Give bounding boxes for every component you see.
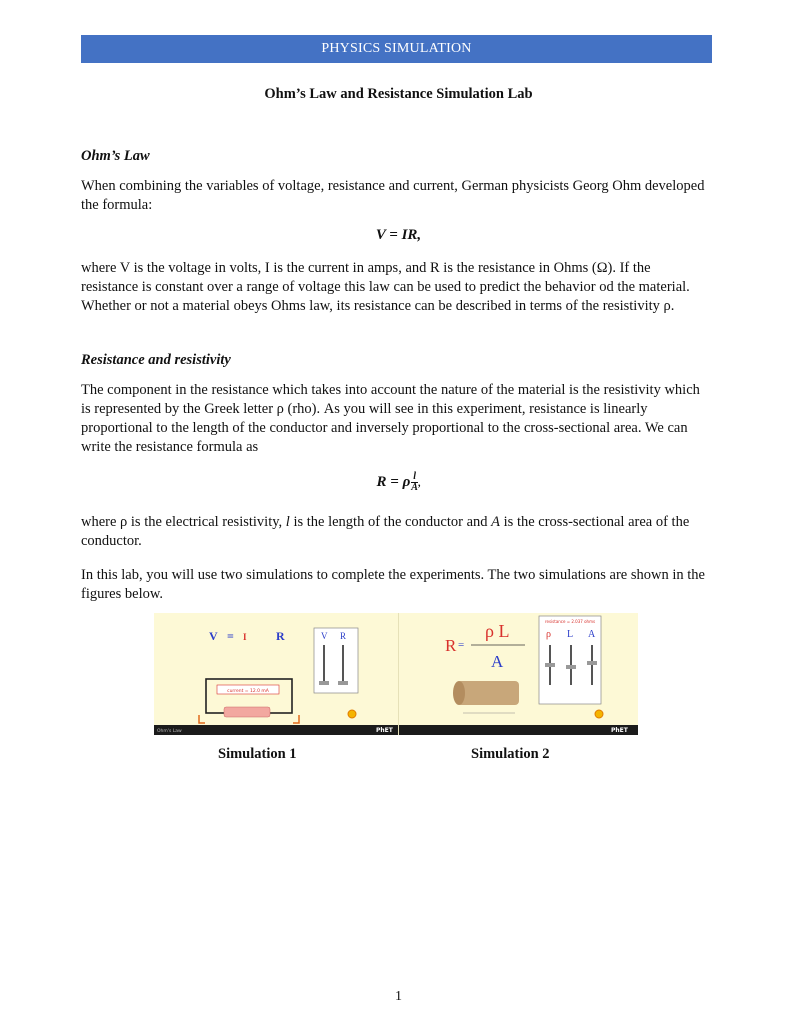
- sim2-eq-r: R: [445, 636, 457, 655]
- section-heading-ohms-law: Ohm’s Law: [81, 148, 150, 164]
- sim2-eq-equals: =: [458, 639, 465, 651]
- sim1-eq-equals: =: [227, 629, 234, 643]
- sim1-slider-v-track: [323, 645, 325, 685]
- sim2-slider-rho-thumb: [545, 663, 555, 667]
- sim2-reset-icon: [595, 710, 603, 718]
- resistivity-explanation-pre: where ρ is the electrical resistivity,: [81, 514, 286, 530]
- simulations-figure: [154, 613, 638, 735]
- sim1-eq-r: R: [276, 629, 285, 643]
- sim2-wire-end: [453, 681, 465, 705]
- sim1-footer-label: Ohm's Law: [157, 729, 182, 734]
- resistance-equation: [0, 472, 797, 493]
- length-symbol: l: [285, 514, 290, 530]
- simulation-2-image: [398, 613, 638, 735]
- sim1-current-readout: current = 12.0 mA: [227, 689, 269, 694]
- equation-comma: ,: [417, 477, 421, 489]
- sim1-slider-r-thumb: [338, 681, 348, 685]
- resistivity-explanation-mid: is the length of the conductor and: [289, 514, 492, 530]
- sim1-reset-icon: [348, 710, 356, 718]
- ohms-law-equation: [0, 227, 797, 244]
- sim1-eq-v: V: [209, 629, 218, 643]
- sim1-arrow-left: [199, 715, 205, 723]
- sim2-slider-a-thumb: [587, 661, 597, 665]
- sim2-wire-body: [457, 681, 519, 705]
- simulation-1-image: [154, 613, 398, 735]
- sim1-phet-logo: PhET: [376, 727, 393, 734]
- sim2-readout: resistance = 2.037 ohms: [544, 619, 596, 624]
- area-symbol: A: [491, 514, 501, 530]
- lab-intro: In this lab, you will use two simulations to complete the experiments. The two simulations are shown in the figures below.: [81, 567, 705, 602]
- sim1-arrow-right: [293, 715, 299, 723]
- sim2-slider-l-label: L: [567, 629, 574, 640]
- sim1-resistor: [224, 707, 270, 717]
- simulation-2-drawing: [399, 613, 638, 735]
- ohms-law-intro: When combining the variables of voltage, resistance and current, German physicists Georg Ohm developed the formula:: [81, 178, 705, 213]
- resistance-equation-lhs: R = ρ: [376, 473, 411, 490]
- caption-simulation-1: Simulation 1: [218, 746, 297, 762]
- page-number: 1: [395, 989, 402, 1004]
- sim2-phet-logo: PhET: [611, 727, 628, 734]
- resistivity-explanation-post: is the cross-sectional area of the conductor.: [81, 514, 690, 549]
- sim2-slider-l-thumb: [566, 665, 576, 669]
- ohms-law-explanation: where V is the voltage in volts, I is the current in amps, and R is the resistance in Ohms (Ω). If the resistance is constant over a range of voltage this law can be used to predict the behavior od the material. Whether or not a material obeys Ohms law, its resistance can be described in terms of the resistivity ρ.: [81, 260, 690, 314]
- sim2-slider-a-label: A: [588, 629, 596, 640]
- resistivity-explanation: [81, 513, 711, 551]
- caption-simulation-2: Simulation 2: [471, 746, 550, 762]
- sim2-slider-rho-label: ρ: [546, 629, 551, 640]
- ohms-law-equation-text: V = IR,: [375, 227, 422, 243]
- resistivity-intro: The component in the resistance which takes into account the nature of the material is the resistivity which is represented by the Greek letter ρ (rho). As you will see in this experiment, resistance is linearly proportional to the length of the conductor and inversely proportional to the cross-sectional area. We can write the resistance formula as: [81, 382, 700, 455]
- section-heading-resistivity: Resistance and resistivity: [81, 352, 231, 368]
- fraction-denominator: A: [411, 482, 418, 493]
- sim1-slider-r-label: R: [340, 631, 347, 641]
- document-title: Ohm’s Law and Resistance Simulation Lab: [264, 86, 533, 102]
- sim1-slider-v-thumb: [319, 681, 329, 685]
- sim2-eq-denominator: A: [491, 652, 504, 671]
- sim2-footer-bar: [399, 725, 638, 735]
- sim1-eq-i: I: [243, 632, 247, 642]
- resistance-equation-fraction: [411, 472, 418, 493]
- header-banner: PHYSICS SIMULATION: [81, 35, 712, 63]
- sim2-eq-numerator: ρ L: [485, 621, 510, 641]
- fraction-numerator: l: [413, 471, 417, 482]
- sim1-slider-r-track: [342, 645, 344, 685]
- simulation-1-drawing: [154, 613, 398, 735]
- sim1-slider-v-label: V: [321, 631, 328, 641]
- sim1-footer-bar: [154, 725, 398, 735]
